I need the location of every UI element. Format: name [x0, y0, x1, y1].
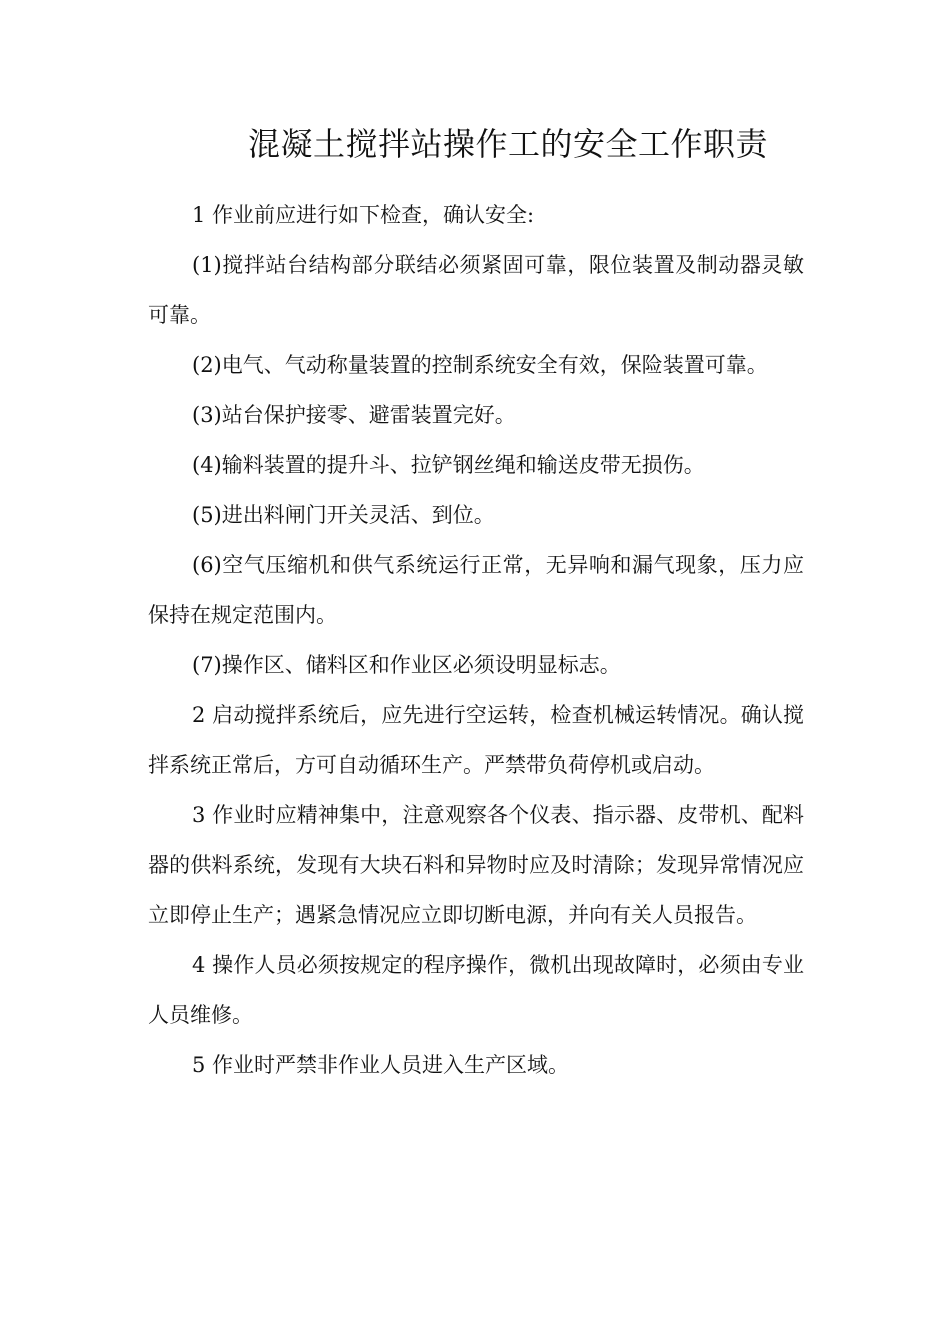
paragraph-item-2: (2)电气、气动称量装置的控制系统安全有效，保险装置可靠。: [192, 353, 768, 377]
paragraph-inspection-intro: 1 作业前应进行如下检查，确认安全:: [192, 203, 535, 227]
paragraph-item-4: (4)输料装置的提升斗、拉铲钢丝绳和输送皮带无损伤。: [192, 453, 705, 477]
paragraph-item-1: (1)搅拌站台结构部分联结必须紧固可靠，限位装置及制动器灵敏可靠。: [148, 253, 804, 327]
paragraph-item-7: (7)操作区、储料区和作业区必须设明显标志。: [192, 653, 621, 677]
paragraph-item-5: (5)进出料闸门开关灵活、到位。: [192, 503, 495, 527]
document-body: [148, 190, 804, 1090]
paragraph-section-2: 2 启动搅拌系统后，应先进行空运转，检查机械运转情况。确认搅拌系统正常后，方可自动循环生产。严禁带负荷停机或启动。: [148, 703, 804, 777]
paragraph-item-3: (3)站台保护接零、避雷装置完好。: [192, 403, 516, 427]
document-title: 混凝土搅拌站操作工的安全工作职责: [247, 125, 768, 163]
paragraph-section-5: 5 作业时严禁非作业人员进入生产区域。: [192, 1053, 570, 1077]
paragraph-item-6: (6)空气压缩机和供气系统运行正常，无异响和漏气现象，压力应保持在规定范围内。: [148, 553, 804, 627]
paragraph-section-4: 4 操作人员必须按规定的程序操作，微机出现故障时，必须由专业人员维修。: [148, 953, 804, 1027]
paragraph-section-3: 3 作业时应精神集中，注意观察各个仪表、指示器、皮带机、配料器的供料系统，发现有大块石料和异物时应及时清除；发现异常情况应立即停止生产；遇紧急情况应立即切断电源，并向有关人员报告。: [148, 803, 804, 927]
